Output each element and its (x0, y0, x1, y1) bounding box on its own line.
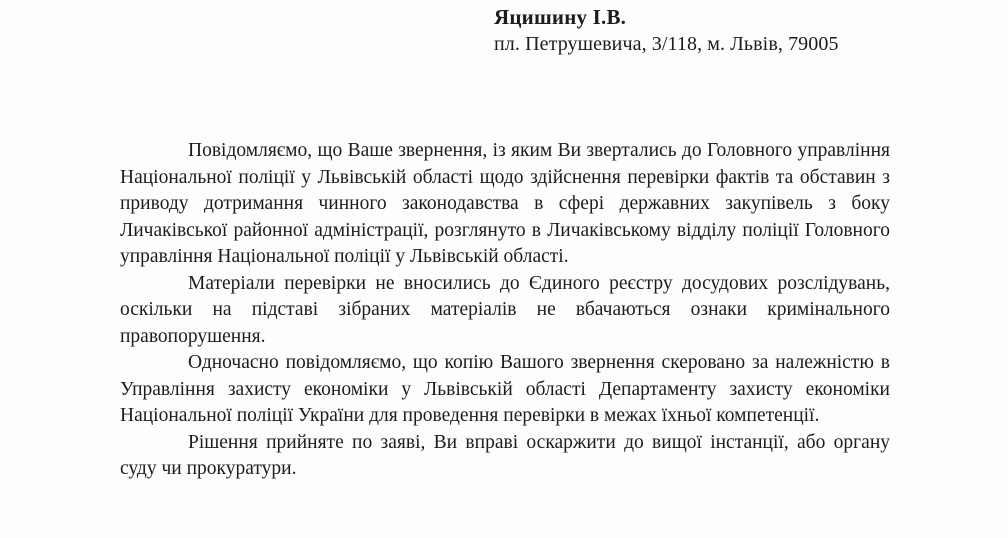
paragraph-referral: Одночасно повідомляємо, що копію Вашого звернення скеровано за належністю в Управління захисту економіки у Львівській області Департаменту захисту економіки Національної поліції України для проведення перевірки в межах їхньої компетенції. (120, 352, 890, 426)
recipient-name: Яцишину І.В. (494, 5, 627, 29)
letter-body (120, 138, 890, 483)
paragraph-appeal: Рішення прийняте по заяві, Ви вправі оскаржити до вищої інстанції, або органу суду чи прокуратури. (120, 431, 890, 479)
recipient-address: пл. Петрушевича, 3/118, м. Львів, 79005 (494, 33, 839, 55)
paragraph-materials: Матеріали перевірки не вносились до Єдиного реєстру досудових розслідувань, оскільки на підставі зібраних матеріалів не вбачаються ознаки кримінального правопорушення. (120, 272, 890, 347)
paragraph-notification: Повідомляємо, що Ваше звернення, із яким Ви звертались до Головного управління Національної поліції у Львівській області щодо здійснення перевірки фактів та обставин з приводу дотримання чинного законодавства в сфері державних закупівель з боку Личаківської районної адміністрації, розглянуто в Личаківському відділу поліції Головного управління Національної поліції у Львівській області. (120, 140, 890, 267)
